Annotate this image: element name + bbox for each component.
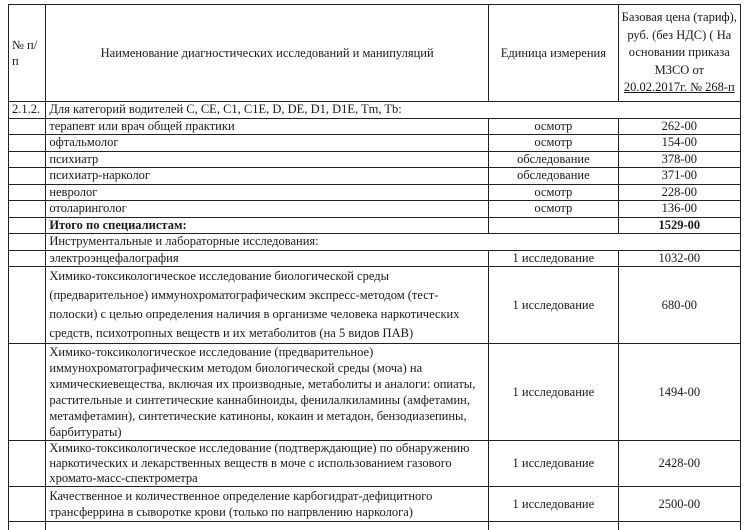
row-price: 680-00 xyxy=(618,267,740,344)
row-name: Химико-токсикологическое исследование биологической среды (предварительное) иммунохроматографическим экспресс-методом (тест-полоски) с целью определения наличия в организме человека наркотических средств, психотропных веществ и их метаболитов (на 5 видов ПАВ) xyxy=(46,267,489,344)
empty-cell xyxy=(9,135,46,152)
row-unit: обследование xyxy=(489,151,619,168)
empty-cell xyxy=(9,344,46,441)
row-unit: 1 исследование xyxy=(489,441,619,487)
empty-cell xyxy=(9,267,46,344)
table-row xyxy=(9,135,741,152)
row-unit: обследование xyxy=(489,168,619,185)
empty-cell xyxy=(46,522,489,530)
table-row xyxy=(9,168,741,185)
empty-cell xyxy=(9,168,46,185)
table-row xyxy=(9,118,741,135)
header-num: № п/п xyxy=(9,5,46,102)
empty-cell xyxy=(9,118,46,135)
row-unit: 1 исследование xyxy=(489,344,619,441)
row-name: невролог xyxy=(46,184,489,201)
row-price: 154-00 xyxy=(618,135,740,152)
row-name: офтальмолог xyxy=(46,135,489,152)
row-name: психиатр-нарколог xyxy=(46,168,489,185)
row-name: психиатр xyxy=(46,151,489,168)
subsection-title: Инструментальные и лабораторные исследования: xyxy=(46,234,741,251)
table-row xyxy=(9,151,741,168)
table-row xyxy=(9,250,741,267)
row-unit: осмотр xyxy=(489,184,619,201)
empty-cell xyxy=(9,151,46,168)
empty-cell xyxy=(9,201,46,218)
row-name: терапевт или врач общей практики xyxy=(46,118,489,135)
row-price: 371-00 xyxy=(618,168,740,185)
row-price: 136-00 xyxy=(618,201,740,218)
empty-cell xyxy=(9,441,46,487)
row-name: Химико-токсикологическое исследование (предварительное) иммунохроматографическим методом биологической среды (моча) на химическиевещества, включая их производные, метаболиты и аналоги: опиаты, растительные и синтетические каннабиноиды, фенилалкиламины (амфетамин, метамфетамин), синтетические катиноны, кокаин и метадон, бензодиазепины, барбитураты) xyxy=(46,344,489,441)
row-price: 1032-00 xyxy=(618,250,740,267)
row-unit: 1 исследование xyxy=(489,267,619,344)
empty-cell xyxy=(9,184,46,201)
empty-cell xyxy=(9,487,46,522)
total-label: Итого по специалистам: xyxy=(46,217,489,234)
header-price xyxy=(618,5,740,102)
row-name: электроэнцефалография xyxy=(46,250,489,267)
empty-cell xyxy=(618,522,740,530)
empty-cell xyxy=(9,522,46,530)
table-header-row xyxy=(9,5,741,102)
total-price: 1529-00 xyxy=(618,217,740,234)
row-name: отоларинголог xyxy=(46,201,489,218)
row-price: 1494-00 xyxy=(618,344,740,441)
table-row xyxy=(9,441,741,487)
table-row xyxy=(9,487,741,522)
table-row xyxy=(9,267,741,344)
row-price: 2500-00 xyxy=(618,487,740,522)
section-row xyxy=(9,102,741,119)
row-unit: 1 исследование xyxy=(489,487,619,522)
row-price: 262-00 xyxy=(618,118,740,135)
row-name: Качественное и количественное определение карбогидрат-дефицитного трансферрина в сыворотке крови (только по напрвлению нарколога) xyxy=(46,487,489,522)
empty-cell xyxy=(9,234,46,251)
price-table xyxy=(8,4,741,530)
row-name: Химико-токсикологическое исследование (подтверждающие) по обнаружению наркотических и лекарственных веществ в моче с использованием газового хромато-масс-спектрометра xyxy=(46,441,489,487)
section-num: 2.1.2. xyxy=(9,102,46,119)
section-title: Для категорий водителей С, СЕ, С1, С1Е, D, DE, D1, D1E, Tm, Tb: xyxy=(46,102,741,119)
row-unit: осмотр xyxy=(489,135,619,152)
empty-cell xyxy=(489,522,619,530)
header-price-text: Базовая цена (тариф), руб. (без НДС) ( На основании приказа МЗСО от xyxy=(622,10,737,77)
row-price: 228-00 xyxy=(618,184,740,201)
row-price: 378-00 xyxy=(618,151,740,168)
subsection-row xyxy=(9,234,741,251)
table-row-cut xyxy=(9,522,741,530)
row-unit: осмотр xyxy=(489,118,619,135)
table-row xyxy=(9,201,741,218)
header-name: Наименование диагностических исследований и манипуляций xyxy=(46,5,489,102)
header-unit: Единица измерения xyxy=(489,5,619,102)
row-unit: осмотр xyxy=(489,201,619,218)
empty-cell xyxy=(9,217,46,234)
total-row xyxy=(9,217,741,234)
row-unit: 1 исследование xyxy=(489,250,619,267)
empty-cell xyxy=(9,250,46,267)
empty-cell xyxy=(489,217,619,234)
header-price-ref: 20.02.2017г. № 268-п xyxy=(624,80,735,94)
table-row xyxy=(9,184,741,201)
table-row xyxy=(9,344,741,441)
row-price: 2428-00 xyxy=(618,441,740,487)
